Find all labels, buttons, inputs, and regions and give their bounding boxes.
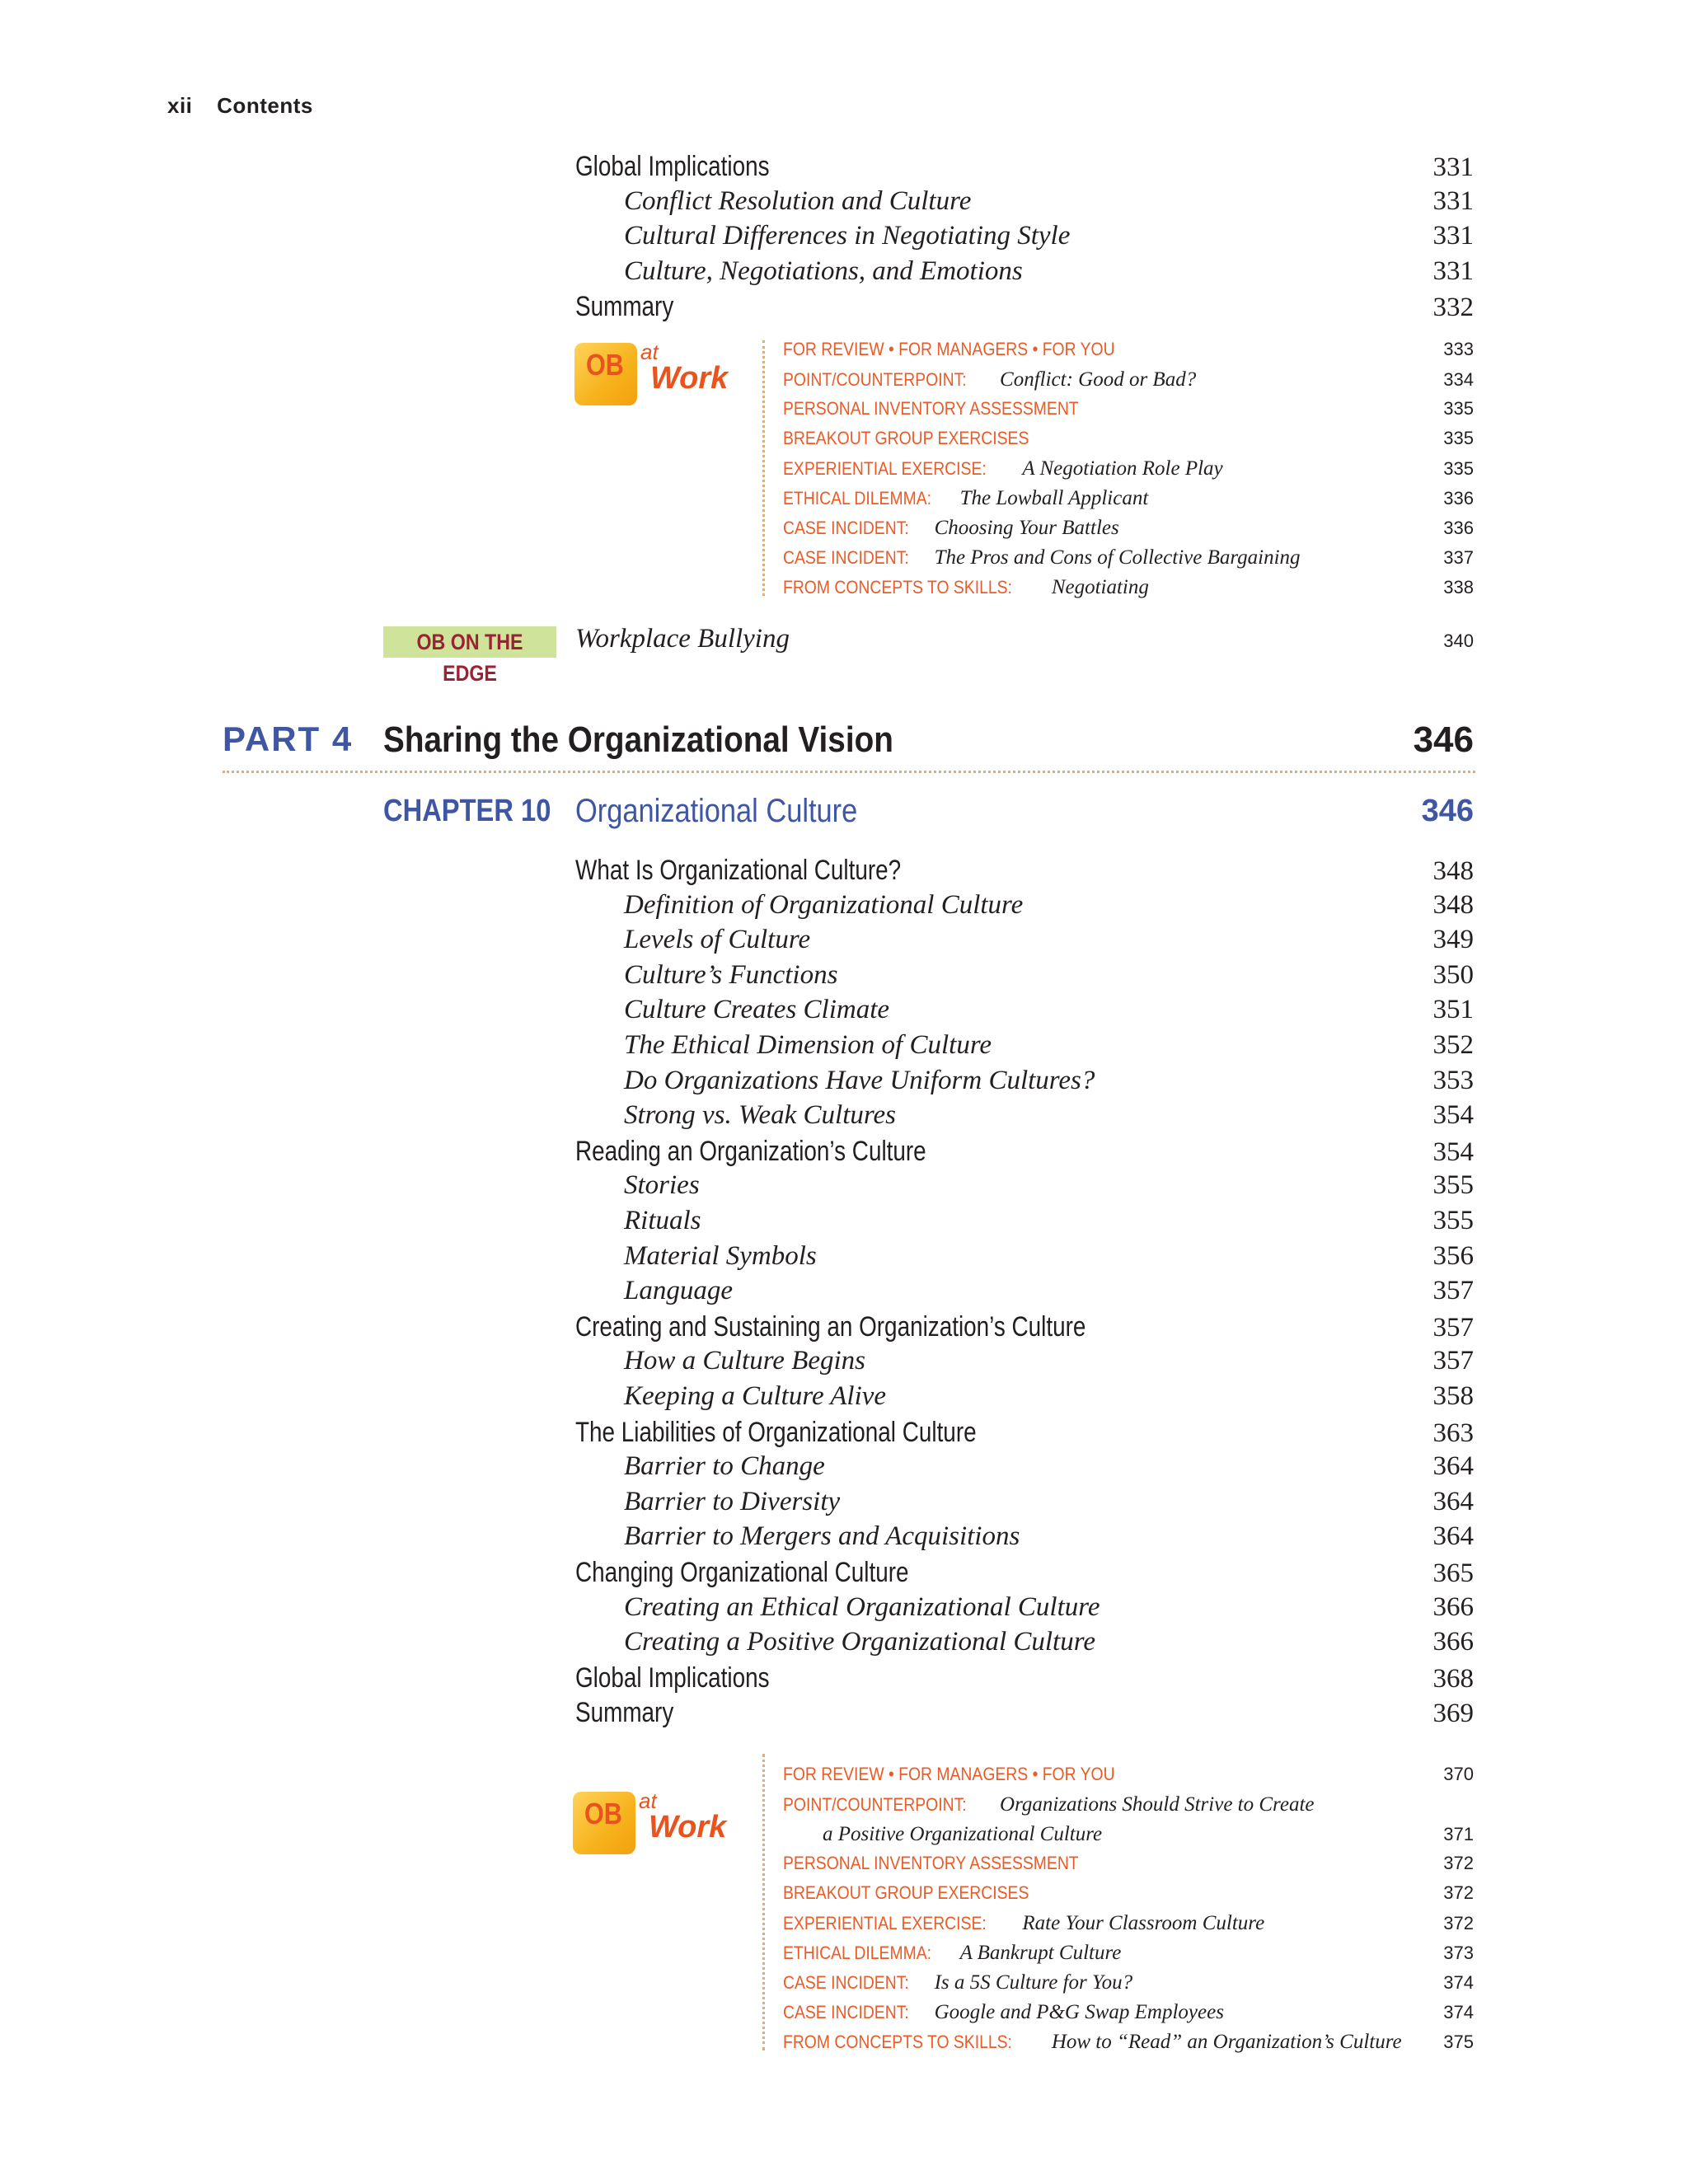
toc-entry-page: 354 <box>1432 1137 1474 1167</box>
ob-at-work-item-label: FOR REVIEW • FOR MANAGERS • FOR YOU <box>783 1764 1115 1784</box>
ob-at-work-item[interactable] <box>783 1823 1474 1846</box>
toc-entry-title: Stories <box>624 1170 700 1201</box>
ob-at-work-item-page: 336 <box>1443 488 1474 509</box>
ob-at-work-item-description: Organizations Should Strive to Create <box>1000 1793 1315 1816</box>
ob-at-work-item[interactable] <box>783 1971 1474 1994</box>
toc-entry-page: 355 <box>1432 1206 1474 1235</box>
ob-at-work-item-label: POINT/COUNTERPOINT: <box>783 1794 967 1815</box>
toc-entry-title: Summary <box>575 1697 674 1729</box>
toc-entry-page: 364 <box>1432 1521 1474 1552</box>
toc-entry-title: Rituals <box>624 1206 701 1235</box>
ob-at-work-item-page: 335 <box>1443 428 1474 448</box>
toc-entry-page: 366 <box>1432 1627 1474 1657</box>
toc-subentry[interactable] <box>624 1066 1474 1096</box>
toc-subentry[interactable] <box>624 1241 1474 1272</box>
ob-at-work-item-label: ETHICAL DILEMMA: <box>783 1943 932 1963</box>
toc-subentry[interactable] <box>624 1592 1474 1623</box>
toc-entry-page: 351 <box>1432 995 1474 1025</box>
toc-entry[interactable] <box>575 1697 1474 1729</box>
ob-on-the-edge-page: 340 <box>1443 630 1474 651</box>
ob-at-work-item-label: ETHICAL DILEMMA: <box>783 488 932 509</box>
ob-at-work-item-description: Choosing Your Battles <box>934 517 1119 539</box>
toc-entry[interactable] <box>575 1311 1474 1343</box>
toc-entry-title: Definition of Organizational Culture <box>624 889 1024 920</box>
ob-at-work-item-label: CASE INCIDENT: <box>783 518 909 538</box>
ob-at-work-item-label: PERSONAL INVENTORY ASSESSMENT <box>783 1853 1079 1873</box>
ob-at-work-item[interactable] <box>783 339 1474 360</box>
toc-entry-page: 349 <box>1432 925 1474 955</box>
ob-at-work-item[interactable] <box>783 368 1474 391</box>
work-block-divider <box>762 1754 765 2050</box>
toc-entry-page: 331 <box>1432 255 1474 286</box>
toc-entry-page: 357 <box>1432 1312 1474 1343</box>
toc-entry-title: How a Culture Begins <box>624 1346 866 1376</box>
toc-entry-page: 358 <box>1432 1381 1474 1411</box>
toc-entry-page: 368 <box>1432 1663 1474 1694</box>
toc-entry-page: 331 <box>1432 152 1474 182</box>
ob-at-work-item-page: 334 <box>1443 369 1474 390</box>
toc-entry-title: Conflict Resolution and Culture <box>624 185 972 216</box>
ob-logo-text: OB <box>584 1797 622 1830</box>
ob-at-work-item-label: BREAKOUT GROUP EXERCISES <box>783 428 1029 448</box>
ob-at-work-item-description: The Lowball Applicant <box>959 487 1149 509</box>
toc-entry-title: Barrier to Change <box>624 1451 825 1482</box>
toc-subentry[interactable] <box>624 1170 1474 1201</box>
part-page: 346 <box>1413 719 1474 760</box>
toc-entry-page: 353 <box>1432 1065 1474 1095</box>
toc-entry-title: Global Implications <box>575 1661 770 1694</box>
toc-entry-page: 366 <box>1432 1591 1474 1622</box>
toc-subentry[interactable] <box>624 1487 1474 1517</box>
ob-at-work-item-page: 372 <box>1443 1882 1474 1903</box>
toc-entry[interactable] <box>575 291 1474 323</box>
ob-at-work-item-page: 371 <box>1443 1824 1474 1844</box>
running-head-section: Contents <box>217 93 313 118</box>
work-block-divider <box>762 340 765 596</box>
toc-subentry[interactable] <box>624 186 1474 217</box>
ob-at-work-item-label: CASE INCIDENT: <box>783 547 909 568</box>
toc-subentry[interactable] <box>624 960 1474 991</box>
ob-at-work-item[interactable] <box>783 1912 1474 1935</box>
chapter-page: 346 <box>1421 794 1474 828</box>
toc-entry-page: 352 <box>1432 1030 1474 1060</box>
toc-entry-page: 369 <box>1432 1699 1474 1729</box>
toc-entry[interactable] <box>575 1417 1474 1449</box>
toc-entry-title: Strong vs. Weak Cultures <box>624 1100 896 1131</box>
ob-at-work-item-description: Conflict: Good or Bad? <box>1000 368 1197 391</box>
ob-at-work-item-description: How to “Read” an Organization’s Culture <box>1051 2031 1402 2053</box>
toc-entry-title: Reading an Organization’s Culture <box>575 1135 926 1167</box>
ob-at-work-item-label: CASE INCIDENT: <box>783 2002 909 2022</box>
toc-entry-title: Language <box>624 1276 733 1306</box>
toc-entry-page: 356 <box>1432 1240 1474 1271</box>
toc-entry-title: Do Organizations Have Uniform Cultures? <box>624 1065 1095 1095</box>
chapter-label: CHAPTER 10 <box>383 794 551 828</box>
toc-entry-title: Creating and Sustaining an Organization’s Culture <box>575 1310 1086 1343</box>
ob-at-work-item-label: PERSONAL INVENTORY ASSESSMENT <box>783 398 1079 419</box>
toc-entry-title: Levels of Culture <box>624 925 811 955</box>
toc-entry-page: 357 <box>1432 1346 1474 1376</box>
ob-at-work-item-description: Negotiating <box>1051 576 1149 598</box>
toc-entry-page: 331 <box>1432 185 1474 216</box>
chapter-title: Organizational Culture <box>575 793 858 829</box>
toc-entry[interactable] <box>575 855 1474 887</box>
toc-entry-title: Culture’s Functions <box>624 959 838 990</box>
toc-entry-title: Global Implications <box>575 151 770 182</box>
toc-entry-page: 348 <box>1432 856 1474 886</box>
toc-entry-title: Barrier to Mergers and Acquisitions <box>624 1521 1020 1552</box>
toc-entry-page: 364 <box>1432 1451 1474 1482</box>
toc-subentry[interactable] <box>624 1627 1474 1657</box>
toc-entry-title: Creating a Positive Organizational Culture <box>624 1627 1095 1657</box>
ob-at-work-item-page: 374 <box>1443 1972 1474 1993</box>
ob-at-work-item-page: 374 <box>1443 2002 1474 2022</box>
toc-entry-title: Changing Organizational Culture <box>575 1557 909 1588</box>
toc-entry-title: Barrier to Diversity <box>624 1486 841 1516</box>
part-label: PART 4 <box>223 719 354 758</box>
toc-entry-page: 348 <box>1432 889 1474 920</box>
ob-at-work-item[interactable] <box>783 457 1474 480</box>
ob-at-work-item-label: FOR REVIEW • FOR MANAGERS • FOR YOU <box>783 339 1115 359</box>
toc-entry-page: 363 <box>1432 1418 1474 1448</box>
toc-entry-title: Summary <box>575 291 674 323</box>
toc-subentry[interactable] <box>624 1276 1474 1306</box>
ob-at-work-item[interactable] <box>783 398 1474 419</box>
ob-at-work-item-label: FROM CONCEPTS TO SKILLS: <box>783 2032 1012 2052</box>
ob-at-work-item-page: 373 <box>1443 1943 1474 1963</box>
toc-entry-page: 355 <box>1432 1170 1474 1201</box>
toc-entry-page: 357 <box>1432 1276 1474 1306</box>
ob-at-work-item[interactable] <box>783 546 1474 569</box>
part-title: Sharing the Organizational Vision <box>383 719 893 760</box>
ob-at-work-item[interactable] <box>783 2001 1474 2024</box>
toc-subentry[interactable] <box>624 1030 1474 1061</box>
ob-at-work-item-description: Rate Your Classroom Culture <box>1022 1912 1265 1934</box>
ob-at-work-item-page: 372 <box>1443 1913 1474 1933</box>
toc-subentry[interactable] <box>624 1346 1474 1376</box>
toc-entry-page: 354 <box>1432 1100 1474 1131</box>
ob-logo-at: at <box>640 340 659 364</box>
toc-entry[interactable] <box>575 1662 1474 1694</box>
ob-at-work-item-description: Is a 5S Culture for You? <box>934 1971 1133 1994</box>
ob-at-work-item-description: Google and P&G Swap Employees <box>934 2001 1224 2023</box>
toc-entry-title: Creating an Ethical Organizational Culture <box>624 1591 1100 1622</box>
running-head <box>167 93 313 119</box>
ob-logo-text: OB <box>586 348 624 382</box>
ob-at-work-item-label: CASE INCIDENT: <box>783 1972 909 1993</box>
toc-entry-page: 331 <box>1432 221 1474 251</box>
ob-at-work-item-description: A Negotiation Role Play <box>1022 457 1223 480</box>
ob-at-work-item-label: FROM CONCEPTS TO SKILLS: <box>783 577 1012 598</box>
ob-on-the-edge-title: Workplace Bullying <box>575 624 790 654</box>
toc-subentry[interactable] <box>624 1100 1474 1131</box>
toc-subentry[interactable] <box>624 256 1474 287</box>
toc-entry[interactable] <box>575 1557 1474 1589</box>
ob-at-work-item[interactable] <box>783 487 1474 510</box>
ob-at-work-item-page: 338 <box>1443 577 1474 598</box>
ob-at-work-item[interactable] <box>783 576 1474 599</box>
toc-entry-page: 365 <box>1432 1558 1474 1588</box>
ob-at-work-item-label: BREAKOUT GROUP EXERCISES <box>783 1882 1029 1903</box>
ob-at-work-item[interactable] <box>783 1793 1474 1816</box>
ob-at-work-item-description: a Positive Organizational Culture <box>823 1823 1103 1845</box>
ob-logo-work: Work <box>650 361 729 396</box>
toc-subentry[interactable] <box>624 1381 1474 1412</box>
toc-entry[interactable] <box>575 151 1474 183</box>
ob-at-work-item-label: EXPERIENTIAL EXERCISE: <box>783 1913 987 1933</box>
ob-at-work-item[interactable] <box>783 1764 1474 1785</box>
ob-at-work-item-page: 370 <box>1443 1764 1474 1784</box>
part-divider <box>223 771 1475 773</box>
toc-entry-page: 332 <box>1432 293 1474 323</box>
ob-at-work-item[interactable] <box>783 1882 1474 1904</box>
ob-at-work-item-page: 375 <box>1443 2032 1474 2052</box>
ob-on-the-edge-badge <box>383 626 556 686</box>
ob-at-work-item[interactable] <box>783 1942 1474 1965</box>
ob-at-work-item-label: EXPERIENTIAL EXERCISE: <box>783 458 987 479</box>
toc-subentry[interactable] <box>624 1521 1474 1552</box>
toc-entry-title: What Is Organizational Culture? <box>575 855 902 886</box>
ob-at-work-item-page: 335 <box>1443 398 1474 419</box>
toc-entry-title: Keeping a Culture Alive <box>624 1381 887 1411</box>
toc-subentry[interactable] <box>624 1451 1474 1482</box>
toc-subentry[interactable] <box>624 995 1474 1025</box>
ob-at-work-item-page: 337 <box>1443 547 1474 568</box>
toc-entry-page: 350 <box>1432 959 1474 990</box>
ob-at-work-item-page: 333 <box>1443 339 1474 359</box>
ob-logo-work: Work <box>649 1810 727 1844</box>
ob-at-work-item-label: POINT/COUNTERPOINT: <box>783 369 967 390</box>
toc-subentry[interactable] <box>624 890 1474 921</box>
toc-entry-title: The Ethical Dimension of Culture <box>624 1030 992 1060</box>
ob-at-work-item[interactable] <box>783 428 1474 449</box>
toc-subentry[interactable] <box>624 925 1474 955</box>
ob-logo-at: at <box>639 1788 657 1813</box>
ob-at-work-item[interactable] <box>783 517 1474 540</box>
ob-at-work-item-page: 372 <box>1443 1853 1474 1873</box>
toc-entry-title: Material Symbols <box>624 1240 817 1271</box>
toc-subentry[interactable] <box>624 221 1474 251</box>
ob-at-work-item[interactable] <box>783 1853 1474 1874</box>
toc-entry-page: 364 <box>1432 1486 1474 1516</box>
ob-at-work-item-description: A Bankrupt Culture <box>959 1942 1122 1964</box>
toc-entry-title: Cultural Differences in Negotiating Style <box>624 221 1071 251</box>
toc-entry-title: The Liabilities of Organizational Culture <box>575 1416 977 1448</box>
ob-at-work-logo <box>574 340 748 414</box>
toc-entry-title: Culture Creates Climate <box>624 995 890 1025</box>
toc-entry-title: Culture, Negotiations, and Emotions <box>624 255 1023 286</box>
toc-subentry[interactable] <box>624 1206 1474 1236</box>
ob-at-work-item[interactable] <box>783 2031 1474 2054</box>
ob-at-work-item-description: The Pros and Cons of Collective Bargaining <box>934 546 1301 569</box>
ob-on-the-edge-badge-text: OB ON THE EDGE <box>416 630 523 686</box>
ob-at-work-item-page: 335 <box>1443 458 1474 479</box>
ob-at-work-logo <box>573 1788 746 1863</box>
ob-at-work-item-page: 336 <box>1443 518 1474 538</box>
toc-entry[interactable] <box>575 1136 1474 1168</box>
running-head-page-number: xii <box>167 93 193 118</box>
